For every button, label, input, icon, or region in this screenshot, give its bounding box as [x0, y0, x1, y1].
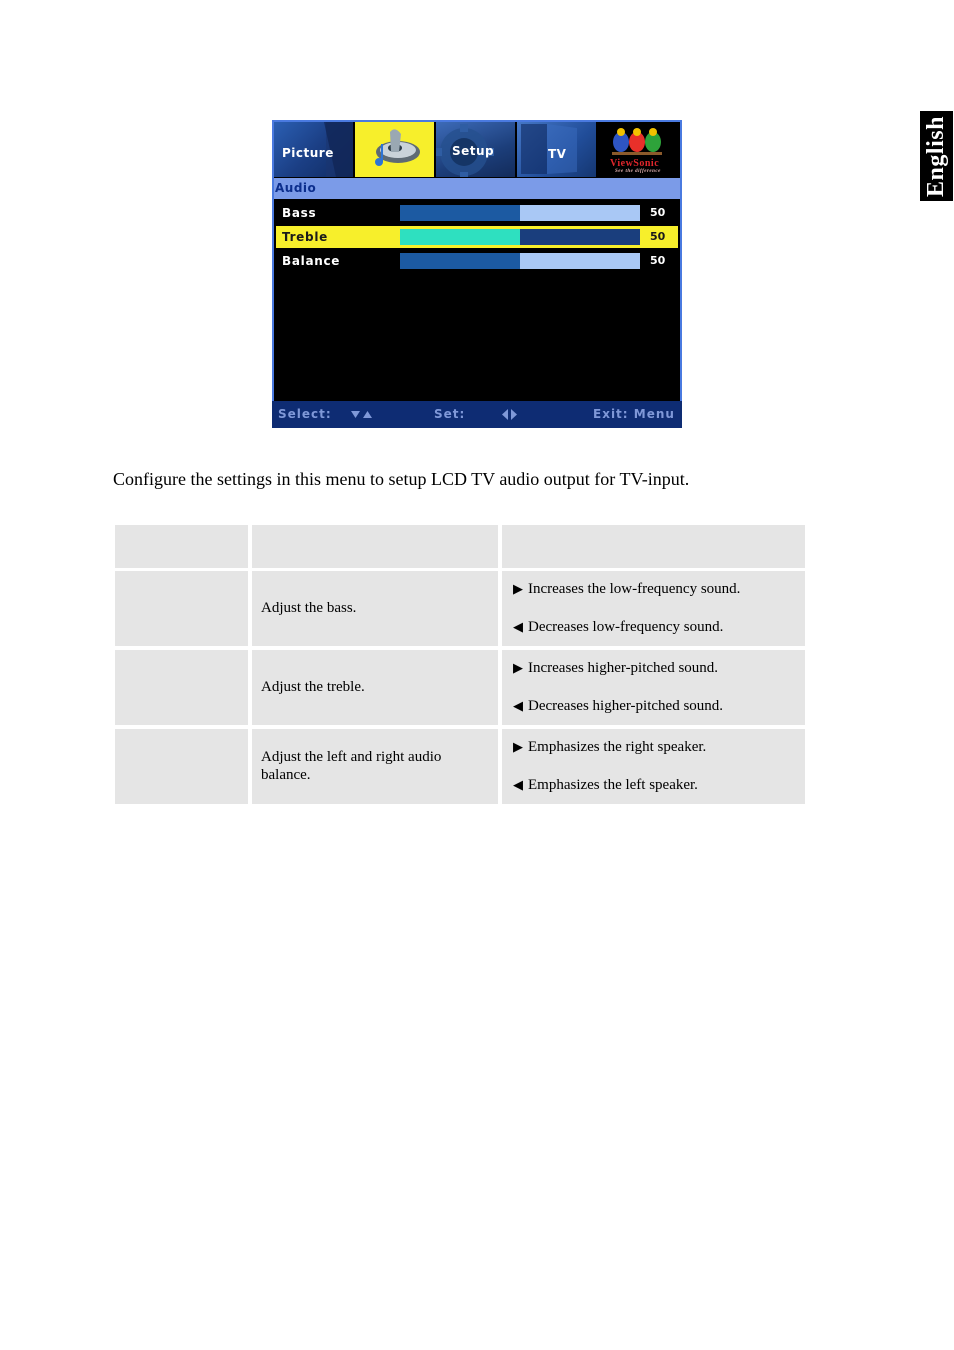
left-arrow-icon: ◀	[513, 778, 523, 793]
table-header-cell	[115, 525, 248, 568]
table-row-description	[252, 650, 498, 725]
footer-exit-label: Exit: Menu	[593, 407, 675, 421]
level-bar[interactable]	[400, 205, 640, 221]
right-arrow-icon: ▶	[513, 661, 523, 676]
setting-value: 50	[650, 230, 666, 243]
brand-tagline: See the difference	[615, 169, 661, 174]
level-bar[interactable]	[400, 229, 640, 245]
footer-select-label: Select:	[278, 407, 332, 421]
table-row-description	[252, 571, 498, 646]
speaker-icon	[355, 122, 434, 177]
table-row-actions	[502, 571, 805, 646]
setting-value: 50	[650, 254, 666, 267]
level-bar-fill	[400, 253, 520, 269]
footer-set-label: Set:	[434, 407, 466, 421]
setting-label: Bass	[282, 206, 317, 220]
action-text: Increases the low-frequency sound.	[528, 581, 741, 597]
table-row-actions	[502, 650, 805, 725]
left-arrow-icon: ◀	[513, 699, 523, 714]
tab-setup-label: Setup	[452, 144, 495, 158]
left-right-arrows-icon	[502, 409, 518, 421]
action-text: Decreases higher-pitched sound.	[528, 698, 724, 714]
table-header-cell	[252, 525, 498, 568]
right-arrow-icon: ▶	[513, 582, 523, 597]
action-decrease	[513, 777, 698, 794]
table-row-description	[252, 729, 498, 804]
action-decrease	[513, 619, 723, 636]
action-text: Emphasizes the left speaker.	[528, 777, 698, 793]
brand-name: ViewSonic	[610, 158, 660, 169]
action-increase	[513, 581, 740, 598]
tab-setup[interactable]	[436, 122, 515, 177]
osd-footer	[272, 401, 682, 428]
tab-picture[interactable]	[274, 122, 353, 177]
table-row-label-cell	[115, 571, 248, 646]
description-text: Adjust the bass.	[261, 600, 357, 616]
section-title: Audio	[274, 178, 681, 199]
table-row-label-cell	[115, 729, 248, 804]
table-row-actions	[502, 729, 805, 804]
setting-label: Treble	[282, 230, 328, 244]
setting-row-treble[interactable]	[276, 226, 678, 248]
brand-logo	[598, 122, 678, 177]
audio-osd-screenshot	[272, 120, 682, 428]
up-down-arrows-icon	[351, 410, 375, 420]
language-tab-label: English	[923, 115, 950, 197]
action-text: Emphasizes the right speaker.	[528, 739, 707, 755]
tab-tv-label: TV	[548, 147, 567, 161]
setting-row-balance[interactable]	[276, 250, 678, 272]
level-bar-track	[520, 205, 640, 221]
setting-label: Balance	[282, 254, 341, 268]
action-text: Increases higher-pitched sound.	[528, 660, 719, 676]
level-bar-track	[520, 253, 640, 269]
level-bar-fill	[400, 229, 520, 245]
intro-paragraph: Configure the settings in this menu to setup LCD TV audio output for TV-input.	[113, 469, 690, 489]
osd-tab-bar	[274, 122, 680, 177]
tab-audio[interactable]	[355, 122, 434, 177]
action-text: Decreases low-frequency sound.	[528, 619, 724, 635]
right-arrow-icon: ▶	[513, 740, 523, 755]
language-tab	[920, 111, 953, 201]
tab-picture-label: Picture	[282, 146, 334, 160]
level-bar-track	[520, 229, 640, 245]
table-row-label-cell	[115, 650, 248, 725]
setting-row-bass[interactable]	[276, 202, 678, 224]
action-decrease	[513, 698, 723, 715]
action-increase	[513, 660, 718, 677]
tab-tv[interactable]	[517, 122, 596, 177]
description-text: Adjust the left and right audio balance.	[261, 749, 442, 783]
action-increase	[513, 739, 706, 756]
left-arrow-icon: ◀	[513, 620, 523, 635]
level-bar[interactable]	[400, 253, 640, 269]
table-header-cell	[502, 525, 805, 568]
description-text: Adjust the treble.	[261, 679, 365, 695]
setting-value: 50	[650, 206, 666, 219]
level-bar-fill	[400, 205, 520, 221]
